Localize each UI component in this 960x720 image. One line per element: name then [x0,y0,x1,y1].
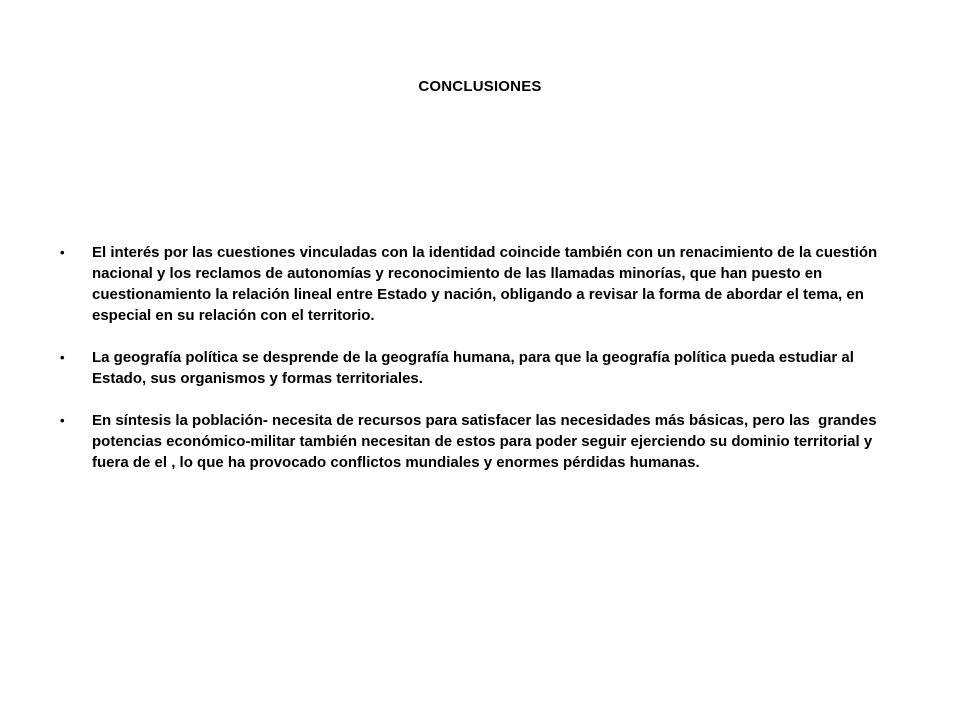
bullet-dot-icon: • [60,413,65,428]
bullet-dot-icon: • [60,245,65,260]
bullet-text-1: El interés por las cuestiones vinculadas con la identidad coincide también con un renacimiento de la cuestión nacional y los reclamos de autonomías y reconocimiento de las llamadas minorías, que han puesto en cuestionamiento la relación lineal entre Estado y nación, obligando a revisar la forma de abordar el tema, en especial en su relación con el territorio. [92,244,882,324]
bullet-text-2: La geografía política se desprende de la geografía humana, para que la geografía política pueda estudiar al Estado, sus organismos y formas territoriales. [92,349,859,387]
bullet-item-2 [60,347,910,389]
bullet-item-1 [60,242,910,326]
bullet-item-3 [60,410,910,473]
slide-title: CONCLUSIONES [418,78,542,95]
bullet-list [60,242,910,494]
bullet-text-3: En síntesis la población- necesita de recursos para satisfacer las necesidades más básicas, pero las grandes potencias económico-militar también necesitan de estos para poder seguir ejerciendo su dominio territorial y fuera de el , lo que ha provocado conflictos mundiales y enormes pérdidas humanas. [92,412,881,471]
bullet-dot-icon: • [60,350,65,365]
